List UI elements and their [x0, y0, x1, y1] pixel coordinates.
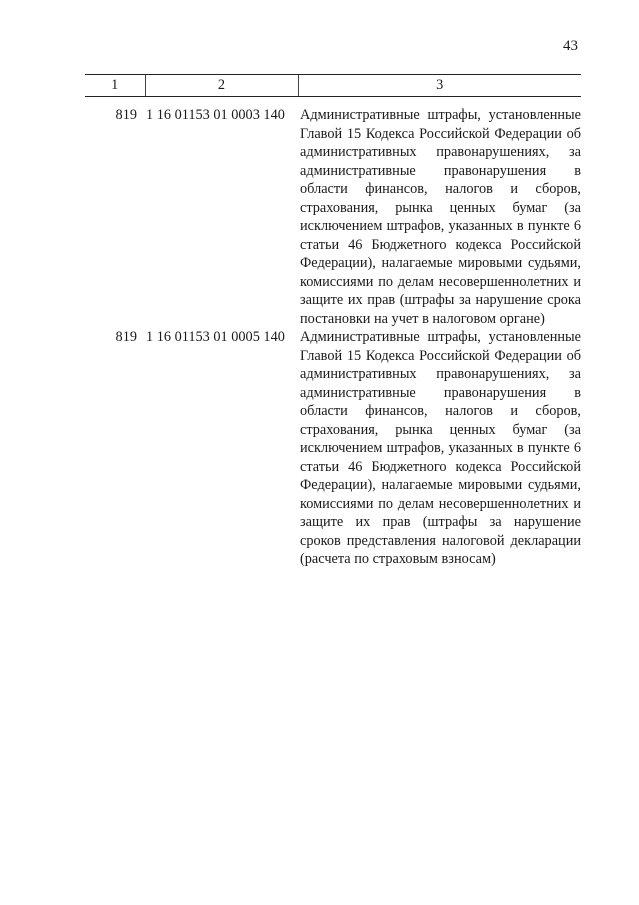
admin-code-cell: 819: [115, 107, 137, 123]
table-header-row: [85, 75, 581, 97]
page-number: 43: [563, 38, 578, 54]
budget-classification-code-cell: 1 16 01153 01 0003 140: [146, 107, 285, 123]
table-row: [85, 106, 581, 328]
admin-code-cell: 819: [115, 329, 137, 345]
description-cell: Административные штрафы, установленные Главой 15 Кодекса Российской Федерации об административных правонарушениях, за административные правонарушения в области финансов, налогов и сборов, страхования, рынка ценных бумаг (за исключением штрафов, указанных в пункте 6 статьи 46 Бюджетного кодекса Российской Федерации), налагаемые мировыми судьями, комиссиями по делам несовершеннолетних и защите их прав (штрафы за нарушение сроков представления налоговой декларации (расчета по страховым взносам): [300, 329, 581, 567]
table-row: [85, 328, 581, 569]
column-header-3: 3: [298, 75, 581, 97]
budget-codes-table: [85, 74, 581, 569]
column-header-2: 2: [145, 75, 298, 97]
budget-classification-code-cell: 1 16 01153 01 0005 140: [146, 329, 285, 345]
description-cell: Административные штрафы, установленные Главой 15 Кодекса Российской Федерации об административных правонарушениях, за административные правонарушения в области финансов, налогов и сборов, страхования, рынка ценных бумаг (за исключением штрафов, указанных в пункте 6 статьи 46 Бюджетного кодекса Российской Федерации), налагаемые мировыми судьями, комиссиями по делам несовершеннолетних и защите их прав (штрафы за нарушение срока постановки на учет в налоговом органе): [300, 107, 581, 327]
column-header-1: 1: [85, 75, 145, 97]
